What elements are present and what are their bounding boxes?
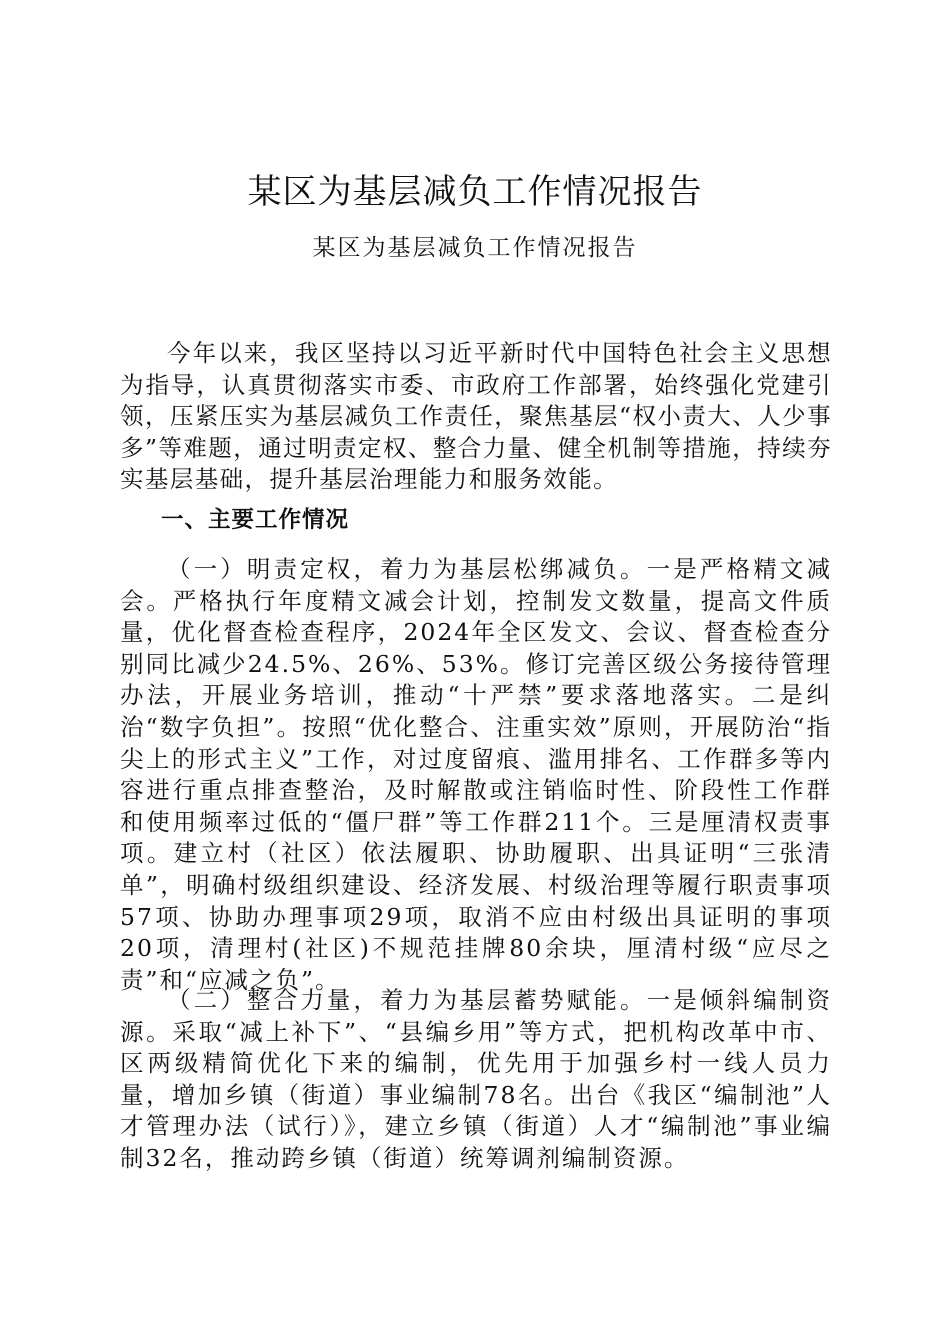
section-heading: 一、主要工作情况 (161, 507, 350, 533)
document-subtitle: 某区为基层减负工作情况报告 (312, 235, 638, 261)
document-title: 某区为基层减负工作情况报告 (247, 172, 703, 212)
body-paragraph-2: （二）整合力量，着力为基层蓄势赋能。一是倾斜编制资源。采取“减上补下”、“县编乡用”等方式，把机构改革中市、区两级精简优化下来的编制，优先用于加强乡村一线人员力量，增加乡镇（街道）事业编制78名。出台《我区“编制池”人才管理办法（试行）》，建立乡镇（街道）人才“编制池”事业编制32名，推动跨乡镇（街道）统筹调剂编制资源。 (120, 986, 832, 1172)
body-paragraph-1: （一）明责定权，着力为基层松绑减负。一是严格精文减会。严格执行年度精文减会计划，控制发文数量，提高文件质量，优化督查检查程序，2024年全区发文、会议、督查检查分别同比减少24.5%、26%、53%。修订完善区级公务接待管理办法，开展业务培训，推动“十严禁”要求落地落实。二是纠治“数字负担”。按照“优化整合、注重实效”原则，开展防治“指尖上的形式主义”工作，对过度留痕、滥用排名、工作群多等内容进行重点排查整治，及时解散或注销临时性、阶段性工作群和使用频率过低的“僵尸群”等工作群211个。三是厘清权责事项。建立村（社区）依法履职、协助履职、出具证明“三张清单”，明确村级组织建设、经济发展、村级治理等履行职责事项57项、协助办理事项29项，取消不应由村级出具证明的事项20项，清理村(社区)不规范挂牌80余块，厘清村级“应尽之责”和“应减之负”。 (120, 555, 832, 994)
intro-paragraph: 今年以来，我区坚持以习近平新时代中国特色社会主义思想为指导，认真贯彻落实市委、市政府工作部署，始终强化党建引领，压紧压实为基层减负工作责任，聚焦基层“权小责大、人少事多”等难题，通过明责定权、整合力量、健全机制等措施，持续夯实基层基础，提升基层治理能力和服务效能。 (120, 339, 832, 494)
